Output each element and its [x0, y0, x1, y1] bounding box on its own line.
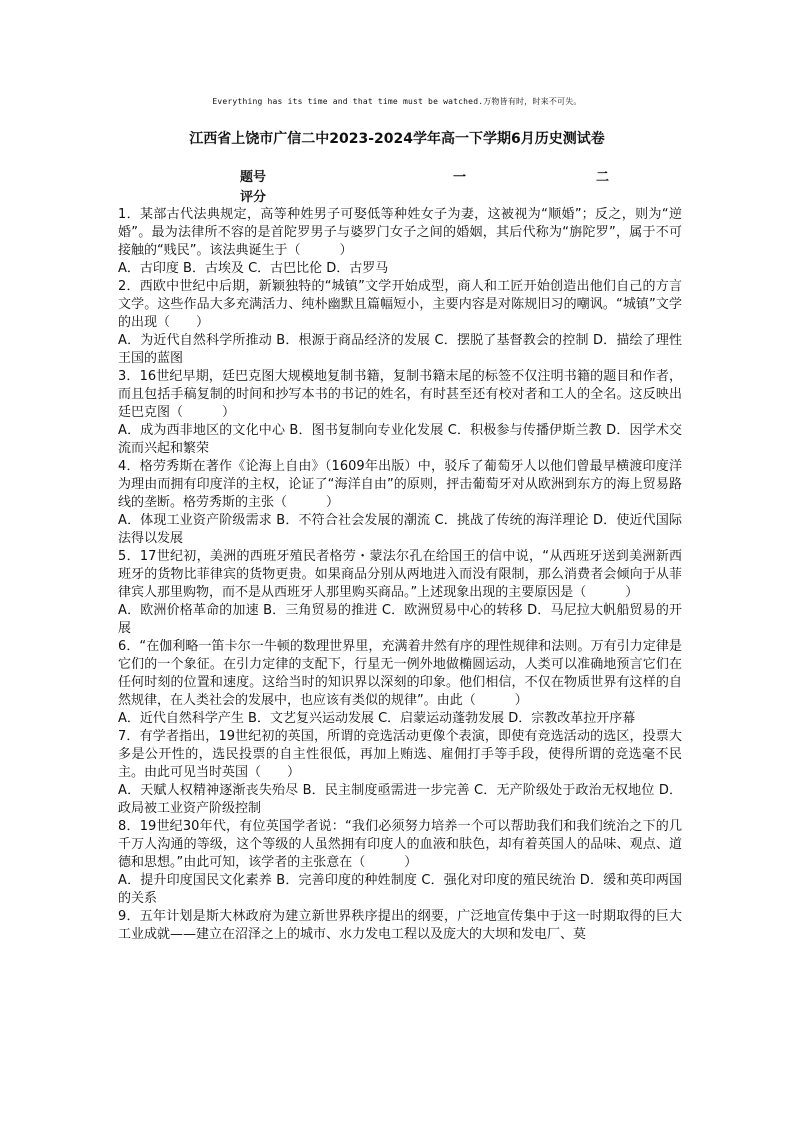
question-stem: 1．某部古代法典规定，高等种姓男子可娶低等种姓女子为妻，这被视为“顺婚”；反之，则为“逆婚”。最为法律所不容的是首陀罗男子与婆罗门女子之间的婚姻，其后代称为“旃陀罗”，属于不可接触的“贱民”。该法典诞生于（ ） — [118, 207, 682, 258]
question-stem: 2．西欧中世纪中后期，新颖独特的“城镇”文学开始成型，商人和工匠开始创造出他们自己的方言文学。这些作品大多充满活力、纯朴幽默且篇幅短小，主要内容是对陈规旧习的嘲讽。“城镇”文学的出现（ ） — [118, 279, 682, 330]
score-col-label: 题号 — [240, 170, 267, 185]
score-row-label: 评分 — [240, 190, 267, 205]
question-stem: 4．格劳秀斯在著作《论海上自由》（1609年出版）中，驳斥了葡萄牙人以他们曾最早横渡印度洋为理由而拥有印度洋的主权，论证了“海洋自由”的原则，抨击葡萄牙对从欧洲到东方的海上贸易路线的垄断。格劳秀斯的主张（ ） — [118, 459, 682, 510]
page-title: 江西省上饶市广信二中2023-2024学年高一下学期6月历史测试卷 — [189, 131, 605, 147]
question-stem: 3．16世纪早期，廷巴克图大规模地复制书籍，复制书籍末尾的标签不仅注明书籍的题目和作者，而且包括手稿复制的时间和抄写本书的书记的姓名，有时甚至还有校对者和工人的全名。这反映出廷巴克图（ ） — [118, 369, 682, 420]
question-stem: 9．五年计划是斯大林政府为建立新世界秩序提出的纲要，广泛地宣传集中于这一时期取得的巨大工业成就——建立在沼泽之上的城市、水力发电工程以及庞大的大坝和发电厂、莫 — [118, 909, 682, 942]
question-options: A．提升印度国民文化素养 B．完善印度的种姓制度 C．强化对印度的殖民统治 D．缓和英印两国的关系 — [118, 873, 682, 906]
header-motto: Everything has its time and that time must be watched.万物皆有时，时来不可失。 — [212, 97, 582, 106]
question-stem: 8．19世纪30年代，有位英国学者说：“我们必须努力培养一个可以帮助我们和我们统治之下的几千万人沟通的等级，这个等级的人虽然拥有印度人的血液和肤色，却有着英国人的品味、观点、道德和思想。”由此可知，该学者的主张意在（ ） — [118, 819, 682, 870]
question-list — [118, 206, 682, 944]
question-options: A．欧洲价格革命的加速 B．三角贸易的推进 C．欧洲贸易中心的转移 D．马尼拉大帆船贸易的开展 — [118, 603, 682, 636]
question-stem: 5．17世纪初，美洲的西班牙殖民者格劳・蒙法尔孔在给国王的信中说，“从西班牙送到美洲新西班牙的货物比菲律宾的货物更贵。如果商品分别从两地进入而没有限制，那么消费者会倾向于从菲律宾人那里购物，而不是从西班牙人那里购买商品。”上述现象出现的主要原因是（ ） — [118, 549, 682, 600]
question-stem: 7．有学者指出，19世纪初的英国，所谓的竞选活动更像个表演，即使有竞选活动的选区，投票大多是公开性的，选民投票的自主性很低，再加上贿选、雇佣打手等手段，使得所谓的竞选毫不民主。由此可见当时英国（ ） — [118, 729, 682, 780]
question-stem: 6．“在伽利略一笛卡尔一牛顿的数理世界里，充满着井然有序的理性规律和法则。万有引力定律是它们的一个象征。在引力定律的支配下，行星无一例外地做椭圆运动，人类可以准确地预言它们在任何时刻的位置和速度。这给当时的知识界以深刻的印象。他们相信，不仅在物质世界有这样的自然规律，在人类社会的发展中，也应该有类似的规律”。由此（ ） — [118, 639, 682, 708]
score-col-1: 一 — [453, 170, 467, 185]
question-options: A．近代自然科学产生 B．文艺复兴运动发展 C．启蒙运动蓬勃发展 D．宗教改革拉开序幕 — [118, 711, 636, 726]
question-options: A．成为西非地区的文化中心 B．图书复制向专业化发展 C．积极参与传播伊斯兰教 D．因学术交流而兴起和繁荣 — [118, 423, 682, 456]
question-options: A．天赋人权精神逐渐丧失殆尽 B．民主制度亟需进一步完善 C．无产阶级处于政治无权地位 D．政局被工业资产阶级控制 — [118, 783, 682, 816]
question-options: A．体现工业资产阶级需求 B．不符合社会发展的潮流 C．挑战了传统的海洋理论 D．使近代国际法得以发展 — [118, 513, 682, 546]
question-options: A．为近代自然科学所推动 B．根源于商品经济的发展 C．摆脱了基督教会的控制 D．描绘了理性王国的蓝图 — [118, 333, 682, 366]
question-options: A．古印度 B．古埃及 C．古巴比伦 D．古罗马 — [118, 261, 389, 276]
score-col-2: 二 — [596, 170, 610, 185]
